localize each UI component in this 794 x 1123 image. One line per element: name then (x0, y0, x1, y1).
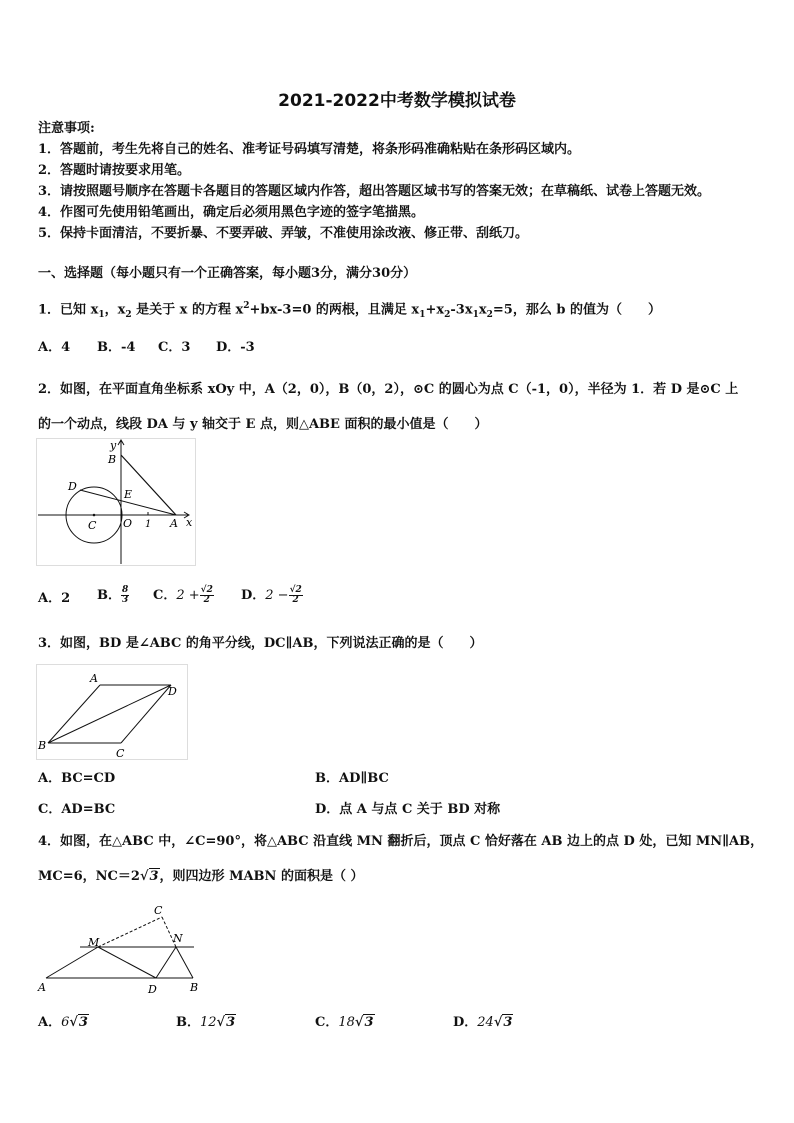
question-3-text: 3．如图，BD 是∠ABC 的角平分线，DC∥AB，下列说法正确的是（ ） (38, 636, 483, 651)
figure-frame (37, 665, 188, 760)
notice-item: 4．作图可先使用铅笔画出，确定后必须用黑色字迹的签字笔描黑。 (38, 205, 425, 220)
notice-item: 3．请按照题号顺序在答题卡各题目的答题区域内作答，超出答题区域书写的答案无效；在草稿纸、试卷上答题无效。 (38, 184, 711, 199)
q4-figure (36, 900, 206, 998)
label-b: B (190, 981, 199, 994)
label-d: D (148, 983, 157, 996)
q4-option-a[interactable]: A．6√3 (38, 1015, 88, 1030)
segment-nb (176, 947, 193, 978)
label-c: C (116, 747, 125, 760)
q1-option-d[interactable]: D．-3 (216, 340, 255, 355)
q1-option-c[interactable]: C．3 (158, 340, 191, 355)
q2-coordinate-figure (36, 438, 196, 566)
notice-item: 5．保持卡面清洁，不要折暴、不要弄破、弄皱，不准使用涂改液、修正带、刮纸刀。 (38, 226, 529, 241)
segment-dn (156, 947, 176, 978)
q1-option-b[interactable]: B．-4 (97, 340, 136, 355)
label-a: A (38, 981, 46, 994)
label-a: A (90, 672, 98, 685)
label-1: 1 (145, 519, 152, 530)
question-2-line-2: 的一个动点，线段 DA 与 y 轴交于 E 点，则△ABE 面积的最小值是（ ） (38, 417, 488, 432)
label-d: D (68, 480, 77, 493)
label-a: A (170, 517, 178, 530)
label-b: B (108, 453, 117, 466)
label-b: B (38, 739, 47, 752)
notice-item: 1．答题前，考生先将自己的姓名、准考证号码填写清楚，将条形码准确粘贴在条形码区域内。 (38, 142, 581, 157)
segment-md (98, 947, 156, 978)
segment-bd (48, 685, 171, 743)
segment-am (46, 947, 98, 978)
question-4-line-2: MC=6，NC＝2√3，则四边形 MABN 的面积是（ ） (38, 869, 364, 884)
label-c: C (154, 904, 163, 917)
q3-option-a[interactable]: A．BC=CD (38, 771, 116, 786)
q1-option-a[interactable]: A．4 (38, 340, 71, 355)
notice-item: 2．答题时请按要求用笔。 (38, 163, 191, 178)
segment-ab (121, 455, 176, 515)
q2-option-b[interactable]: B． $\frac{8}{3}$ (97, 585, 129, 605)
segment-mc-dashed (98, 917, 162, 947)
notice-heading: 注意事项: (38, 121, 95, 136)
label-e: E (124, 488, 133, 501)
point-c (93, 514, 96, 517)
q3-option-d[interactable]: D．点 A 与点 C 关于 BD 对称 (315, 802, 501, 817)
label-d: D (168, 685, 177, 698)
section-heading: 一、选择题（每小题只有一个正确答案，每小题3分，满分30分） (38, 266, 417, 281)
label-m: M (88, 936, 100, 949)
q2-option-c[interactable]: C．2 + $\frac{√2}{2}$ (153, 585, 213, 605)
q2-option-a[interactable]: A．2 (38, 591, 71, 606)
q3-option-b[interactable]: B．AD∥BC (315, 771, 389, 786)
label-o: O (123, 517, 133, 530)
q4-option-d[interactable]: D．24√3 (453, 1015, 513, 1030)
q2-option-d[interactable]: D．2 − $\frac{√2}{2}$ (241, 585, 302, 605)
question-4-line-1: 4．如图，在△ABC 中，∠C=90°，将△ABC 沿直线 MN 翻折后，顶点 C 恰好落在 AB 边上的点 D 处，已知 MN∥AB， (38, 834, 764, 849)
label-c: C (88, 519, 97, 532)
q3-option-c[interactable]: C．AD=BC (38, 802, 116, 817)
page-title: 2021-2022中考数学模拟试卷 (278, 91, 516, 111)
question-2-line-1: 2．如图，在平面直角坐标系 xOy 中，A（2，0），B（0，2），⊙C 的圆心为点 C（-1，0），半径为 1．若 D 是⊙C 上 (38, 382, 739, 397)
q4-option-c[interactable]: C．18√3 (315, 1015, 374, 1030)
q4-option-b[interactable]: B．12√3 (176, 1015, 236, 1030)
q3-figure (36, 664, 188, 760)
label-n: N (173, 932, 183, 945)
segment-ab (48, 685, 100, 743)
question-1-text: 1．已知 $x_1$，$x_2$ 是关于 x 的方程 $x^2+bx-3=0$ 的两根，且满足 $x_1+x_2-3x_1x_2=5$，那么 b 的值为（ ） (38, 301, 661, 320)
label-y: y (110, 439, 117, 452)
segment-cd (121, 685, 171, 743)
label-x: x (186, 516, 193, 529)
